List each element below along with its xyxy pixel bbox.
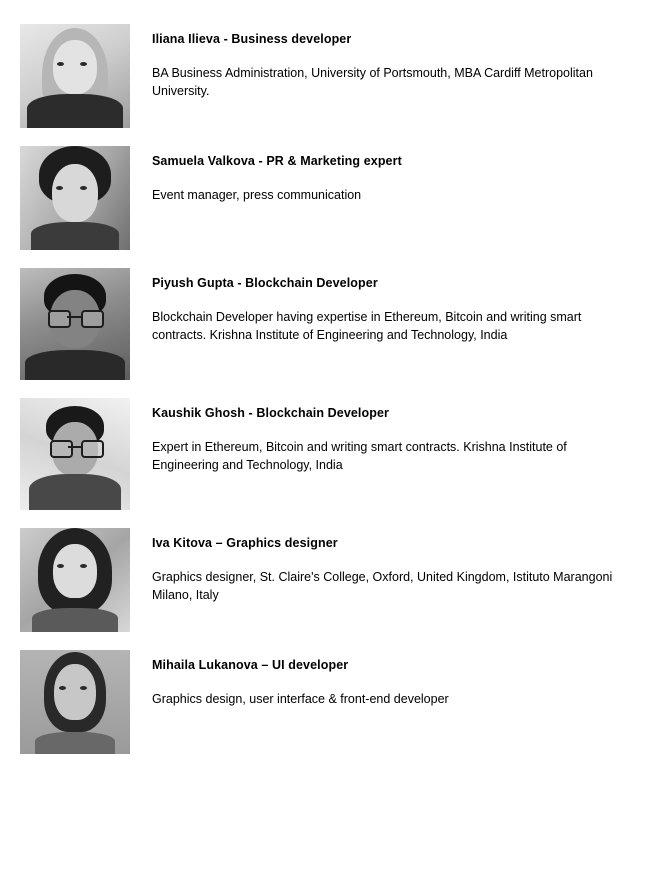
portrait-piyush-gupta-image	[20, 268, 130, 380]
portrait-iva-kitova-image	[20, 528, 130, 632]
member-description: Blockchain Developer having expertise in Ethereum, Bitcoin and writing smart contracts. Krishna Institute of Engineering and Technology, India	[152, 309, 582, 342]
photo-eye-left	[59, 686, 66, 690]
member-info	[152, 528, 634, 604]
member-name: Iliana Ilieva - Business developer	[152, 32, 352, 46]
member-photo-wrapper	[20, 24, 130, 128]
photo-face-shape	[54, 664, 96, 720]
photo-glasses-right-lens	[81, 310, 104, 328]
member-info	[152, 24, 634, 100]
member-description: Graphics design, user interface & front-end developer	[152, 691, 449, 706]
member-photo-wrapper	[20, 650, 130, 754]
member-name: Piyush Gupta - Blockchain Developer	[152, 276, 378, 290]
member-name: Samuela Valkova - PR & Marketing expert	[152, 154, 402, 168]
photo-body-shape	[27, 94, 123, 128]
photo-body-shape	[29, 474, 121, 510]
member-description: Expert in Ethereum, Bitcoin and writing smart contracts. Krishna Institute of Engineering and Technology, India	[152, 439, 567, 472]
photo-body-shape	[35, 732, 115, 754]
list-item	[20, 268, 634, 380]
member-name: Mihaila Lukanova – UI developer	[152, 658, 349, 672]
photo-face-shape	[52, 164, 98, 222]
photo-eye-left	[56, 186, 63, 190]
photo-glasses-left-lens	[50, 440, 73, 458]
photo-eye-right	[80, 564, 87, 568]
photo-glasses-bridge	[68, 446, 82, 448]
photo-eye-right	[80, 686, 87, 690]
list-item	[20, 528, 634, 632]
photo-eye-left	[57, 564, 64, 568]
member-photo-wrapper	[20, 146, 130, 250]
member-info	[152, 146, 634, 204]
photo-body-shape	[31, 222, 119, 250]
photo-face-shape	[53, 544, 97, 598]
photo-eye-right	[80, 186, 87, 190]
member-photo-wrapper	[20, 398, 130, 510]
photo-body-shape	[25, 350, 125, 380]
portrait-kaushik-ghosh-image	[20, 398, 130, 510]
list-item	[20, 650, 634, 754]
photo-glasses-right-lens	[81, 440, 104, 458]
photo-eye-right	[80, 62, 87, 66]
photo-eye-left	[57, 62, 64, 66]
list-item	[20, 146, 634, 250]
member-name: Kaushik Ghosh - Blockchain Developer	[152, 406, 389, 420]
photo-body-shape	[32, 608, 118, 632]
member-info	[152, 650, 634, 708]
portrait-mihaila-lukanova-image	[20, 650, 130, 754]
member-description: BA Business Administration, University of Portsmouth, MBA Cardiff Metropolitan University.	[152, 65, 593, 98]
member-photo-wrapper	[20, 268, 130, 380]
member-description: Event manager, press communication	[152, 187, 362, 202]
list-item	[20, 398, 634, 510]
member-photo-wrapper	[20, 528, 130, 632]
member-description: Graphics designer, St. Claire's College, Oxford, United Kingdom, Istituto Marangoni Milano, Italy	[152, 569, 613, 602]
portrait-samuela-valkova-image	[20, 146, 130, 250]
photo-glasses-bridge	[67, 316, 83, 318]
portrait-iliana-ilieva-image	[20, 24, 130, 128]
photo-glasses-left-lens	[48, 310, 71, 328]
member-info	[152, 268, 634, 344]
list-item	[20, 24, 634, 128]
photo-face-shape	[53, 40, 97, 94]
member-info	[152, 398, 634, 474]
member-name: Iva Kitova – Graphics designer	[152, 536, 338, 550]
team-member-list	[20, 24, 634, 754]
